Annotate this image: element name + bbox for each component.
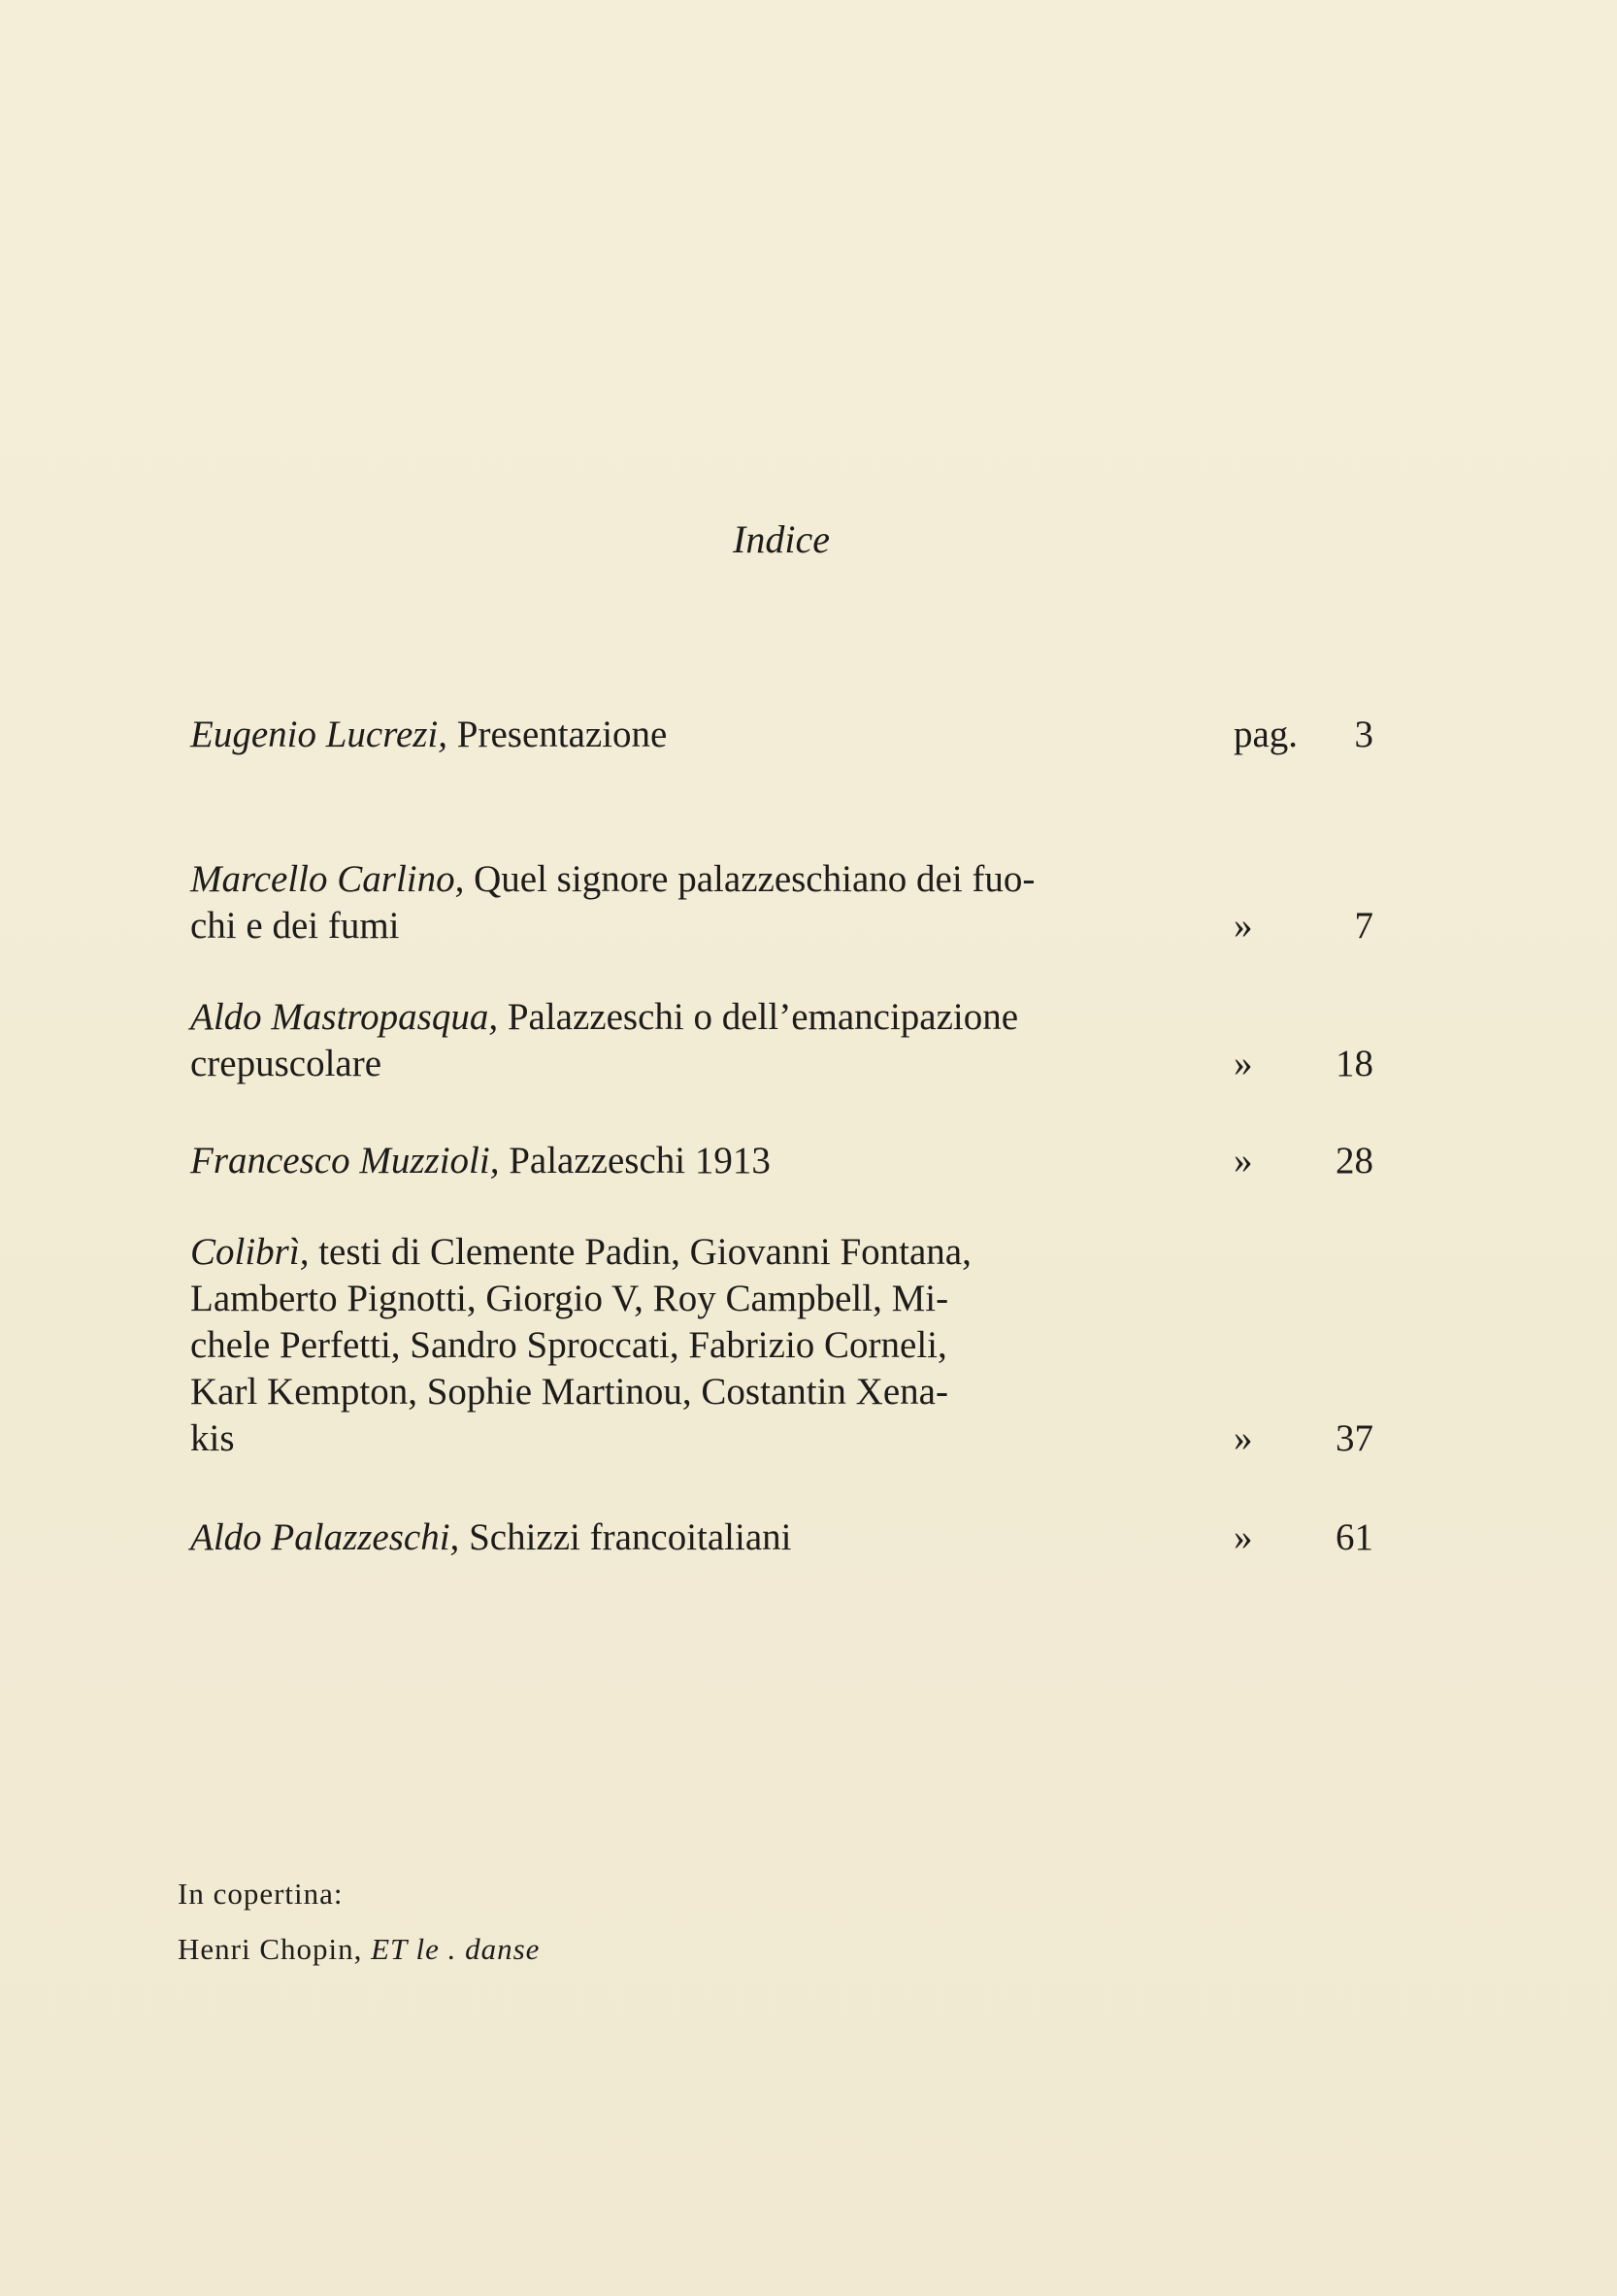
- entry-marker: »: [1234, 905, 1253, 947]
- page-title: Indice: [733, 517, 830, 561]
- entry-text: [190, 994, 1248, 1087]
- entry-marker: »: [1234, 1516, 1253, 1558]
- toc-entry: [190, 994, 1413, 1087]
- entry-page-number: 18: [1336, 1043, 1373, 1084]
- toc-entry: [190, 712, 1413, 758]
- cover-artist: Henri Chopin,: [178, 1932, 363, 1966]
- entry-title-line: Karl Kempton, Sophie Martinou, Costantin Xena-: [190, 1371, 948, 1413]
- cover-credit: [178, 1932, 540, 1967]
- entry-marker: pag.: [1234, 714, 1299, 755]
- entry-text: [190, 856, 1248, 949]
- entry-page-number: 61: [1336, 1516, 1373, 1558]
- entry-title-line: testi di Clemente Padin, Giovanni Fontana,: [318, 1231, 972, 1273]
- toc-entry: [190, 856, 1413, 949]
- entry-title-line: chi e dei fumi: [190, 905, 400, 947]
- entry-text: [190, 1229, 1248, 1462]
- entry-title-line: Palazzeschi o dell’emancipazione: [507, 996, 1019, 1038]
- entry-title-line: chele Perfetti, Sandro Sproccati, Fabrizio Corneli,: [190, 1324, 947, 1366]
- entry-page-number: 7: [1354, 905, 1373, 947]
- entry-text: [190, 712, 1248, 758]
- entry-page-number: 28: [1336, 1140, 1373, 1181]
- entry-page-number: 3: [1354, 714, 1373, 755]
- entry-title-line: Palazzeschi 1913: [509, 1140, 771, 1181]
- entry-author: Aldo Mastropasqua,: [190, 996, 499, 1038]
- entry-title-line: Lamberto Pignotti, Giorgio V, Roy Campbell, Mi-: [190, 1278, 949, 1319]
- entry-marker: »: [1234, 1140, 1253, 1181]
- entry-title-line: kis: [190, 1417, 235, 1459]
- entry-title-line: crepuscolare: [190, 1043, 382, 1084]
- entry-author: Francesco Muzzioli,: [190, 1140, 500, 1181]
- entry-author: Aldo Palazzeschi,: [190, 1516, 460, 1558]
- cover-work-title: ET le . danse: [371, 1932, 541, 1966]
- toc-entry: [190, 1229, 1413, 1462]
- entry-marker: »: [1234, 1417, 1253, 1459]
- entry-line: [190, 1229, 1248, 1276]
- toc-entry: [190, 1514, 1413, 1561]
- entry-title-line: Schizzi francoitaliani: [469, 1516, 792, 1558]
- entry-text: [190, 1514, 1248, 1561]
- entry-title-line: Presentazione: [456, 714, 668, 755]
- entry-text: [190, 1138, 1248, 1184]
- entry-line: [190, 994, 1248, 1041]
- entry-title-line: Quel signore palazzeschiano dei fuo-: [474, 858, 1036, 900]
- entry-author: Eugenio Lucrezi,: [190, 714, 448, 755]
- cover-label: In copertina:: [178, 1877, 344, 1911]
- entry-author: Colibrì,: [190, 1231, 310, 1273]
- entry-author: Marcello Carlino,: [190, 858, 465, 900]
- entry-marker: »: [1234, 1043, 1253, 1084]
- entry-page-number: 37: [1336, 1417, 1373, 1459]
- toc-entry: [190, 1138, 1413, 1184]
- entry-line: [190, 856, 1248, 903]
